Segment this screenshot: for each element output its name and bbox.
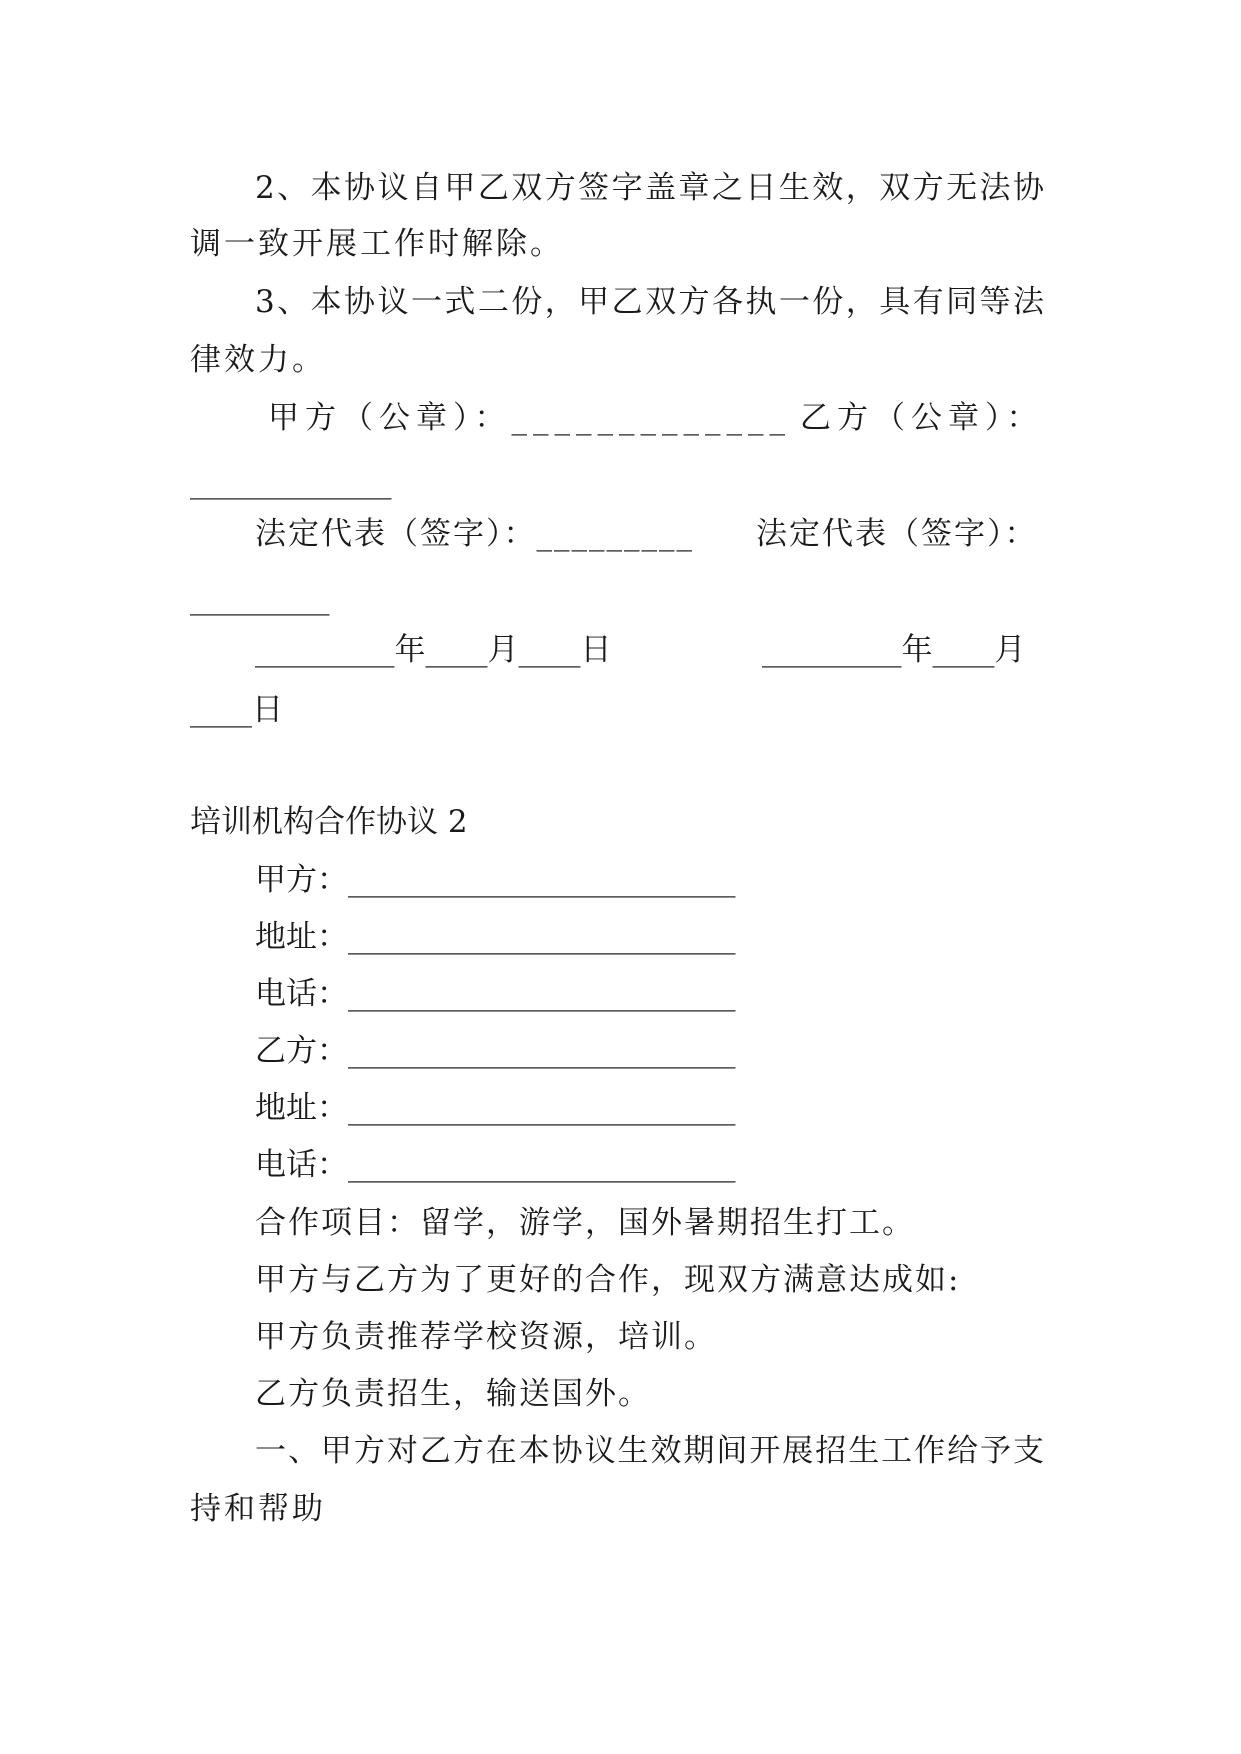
party-b-phone-field: 电话：_________________________	[255, 1147, 736, 1183]
party-b-date-day: ____日	[190, 692, 283, 728]
party-a-name-field: 甲方：_________________________	[255, 862, 736, 898]
clause-3-line-2: 律效力。	[190, 342, 326, 378]
clause-3-line-1: 3、本协议一式二份，甲乙双方各执一份，具有同等法	[255, 284, 1044, 320]
agreement-intro: 甲方与乙方为了更好的合作，现双方满意达成如:	[255, 1262, 961, 1298]
party-b-representative: 法定代表（签字）：	[756, 516, 1038, 552]
party-a-date: _________年____月____日	[255, 632, 612, 668]
party-b-seal: 乙方（公章）：	[800, 400, 1044, 436]
agreement-2-title: 培训机构合作协议 2	[190, 804, 468, 840]
section-1-line-1: 一、甲方对乙方在本协议生效期间开展招生工作给予支	[255, 1433, 1044, 1469]
party-a-representative: 法定代表（签字）：_________	[255, 516, 694, 552]
party-b-responsibility: 乙方负责招生，输送国外。	[255, 1376, 651, 1412]
party-b-seal-blank: _____________	[190, 464, 392, 500]
party-b-date: _________年____月	[762, 632, 1026, 668]
party-a-seal: 甲方（公章）：_____________	[268, 400, 791, 436]
party-b-name-field: 乙方：_________________________	[255, 1033, 736, 1069]
clause-2-line-1: 2、本协议自甲乙双方签字盖章之日生效，双方无法协	[255, 170, 1044, 206]
party-b-representative-blank: _________	[190, 580, 330, 616]
clause-2-line-2: 调一致开展工作时解除。	[190, 226, 564, 262]
cooperation-project: 合作项目：留学，游学，国外暑期招生打工。	[255, 1205, 915, 1241]
party-a-address-field: 地址：_________________________	[255, 919, 736, 955]
section-1-line-2: 持和帮助	[190, 1491, 326, 1527]
party-b-address-field: 地址：_________________________	[255, 1090, 736, 1126]
party-a-responsibility: 甲方负责推荐学校资源，培训。	[255, 1319, 717, 1355]
party-a-phone-field: 电话：_________________________	[255, 976, 736, 1012]
